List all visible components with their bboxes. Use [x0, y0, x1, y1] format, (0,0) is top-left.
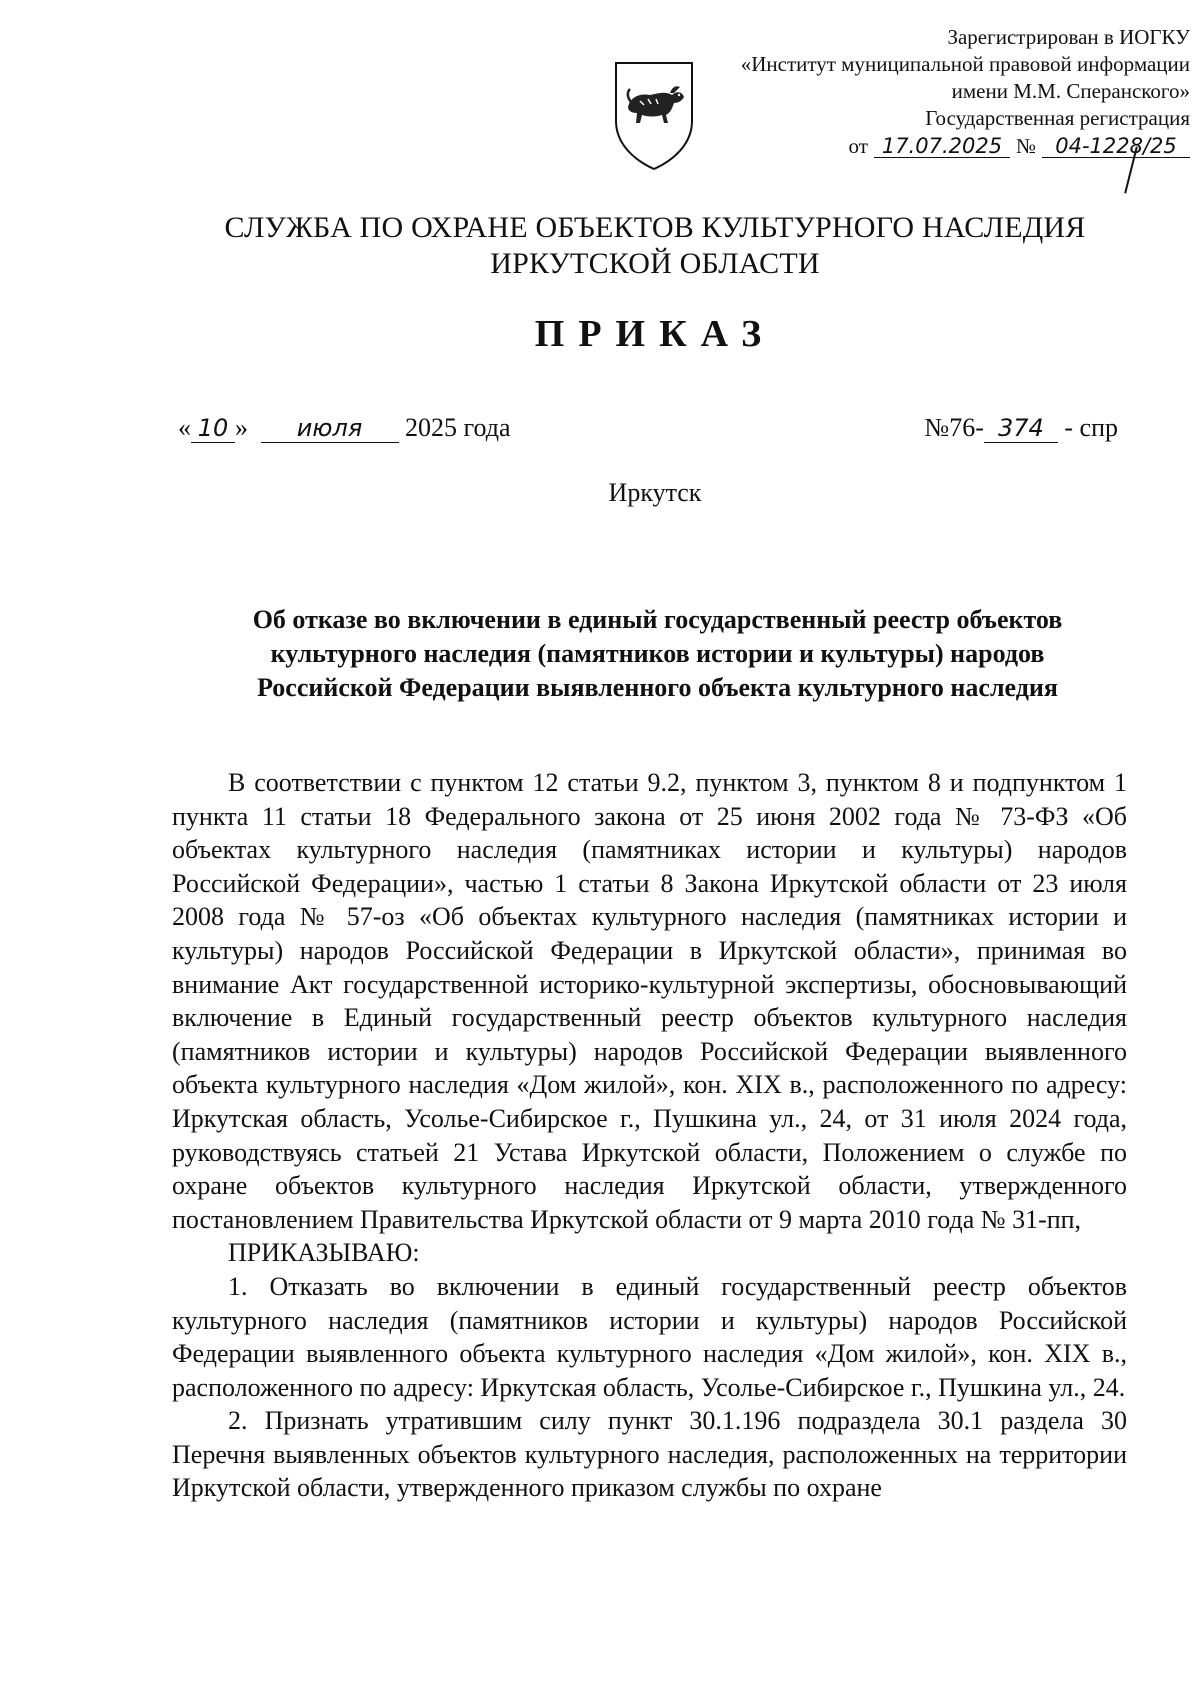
- registration-number-line: [670, 133, 1190, 160]
- order-number-prefix: №76-: [924, 413, 984, 442]
- date-close-quote: »: [235, 413, 248, 442]
- date-open-quote: «: [178, 413, 191, 442]
- registration-line-2: «Институт муниципальной правовой информации: [740, 52, 1190, 76]
- order-number-suffix: - спр: [1064, 413, 1118, 442]
- date-day: 10: [191, 414, 235, 443]
- date-year: 2025 года: [405, 413, 511, 442]
- city-name: Иркутск: [608, 478, 702, 507]
- registration-number-value: 04-1228/25: [1042, 135, 1190, 158]
- subject-line-2: культурного наследия (памятников истории и культуры) народов: [270, 639, 1045, 668]
- agency-line-1: СЛУЖБА ПО ОХРАНЕ ОБЪЕКТОВ КУЛЬТУРНОГО НАСЛЕДИЯ: [224, 211, 1086, 244]
- registration-line-4: Государственная регистрация: [925, 106, 1190, 130]
- registration-date-prefix: от: [848, 134, 868, 158]
- subject-line-3: Российской Федерации выявленного объекта культурного наследия: [257, 673, 1058, 702]
- order-item-2: 2. Признать утратившим силу пункт 30.1.196 подраздела 30.1 раздела 30 Перечня выявленных объектов культурного наследия, расположенных на территории Иркутской области, утвержденного приказом службы по охране: [172, 1406, 1127, 1503]
- registration-stamp: [670, 24, 1190, 160]
- command-line: ПРИКАЗЫВАЮ:: [228, 1238, 420, 1268]
- order-item-1: 1. Отказать во включении в единый государственный реестр объектов культурного наследия (памятников истории и культуры) народов Российской Федерации выявленного объекта культурного наследия «Дом жилой», кон. XIX в., расположенного по адресу: Иркутская область, Усолье-Сибирское г., Пушкина ул., 24.: [172, 1271, 1127, 1402]
- registration-number-prefix: №: [1015, 134, 1036, 158]
- agency-line-2: ИРКУТСКОЙ ОБЛАСТИ: [490, 247, 820, 280]
- registration-line-3: имени М.М. Сперанского»: [951, 79, 1190, 103]
- document-type-title: ПРИКАЗ: [534, 313, 776, 355]
- order-subject: [190, 603, 1125, 705]
- order-number: [924, 413, 1118, 443]
- subject-line-1: Об отказе во включении в единый государственный реестр объектов: [252, 605, 1063, 634]
- order-body: [172, 766, 1127, 1505]
- preamble-paragraph: В соответствии с пунктом 12 статьи 9.2, пунктом 3, пунктом 8 и подпунктом 1 пункта 11 статьи 18 Федерального закона от 25 июня 2002 года № 73-ФЗ «Об объектах культурного наследия (памятниках истории и культуры) народов Российской Федерации», частью 1 статьи 8 Закона Иркутской области от 23 июля 2008 года № 57-оз «Об объектах культурного наследия (памятниках истории и культуры) народов Российской Федерации в Иркутской области», принимая во внимание Акт государственной историко-культурной экспертизы, обосновывающий включение в Единый государственный реестр объектов культурного наследия (памятников истории и культуры) народов Российской Федерации выявленного объекта культурного наследия «Дом жилой», кон. XIX в., расположенного по адресу: Иркутская область, Усолье-Сибирское г., Пушкина ул., 24, от 31 июля 2024 года, руководствуясь статьей 21 Устава Иркутской области, Положением о службе по охране объектов культурного наследия Иркутской области, утвержденного постановлением Правительства Иркутской области от 9 марта 2010 года № 31-пп,: [172, 768, 1127, 1234]
- order-number-value: 374: [984, 414, 1058, 443]
- agency-heading: [0, 210, 1200, 282]
- date-month: июля: [261, 414, 399, 443]
- registration-date-value: 17.07.2025: [874, 135, 1010, 158]
- order-date: [178, 413, 511, 443]
- registration-line-1: Зарегистрирован в ИОГКУ: [947, 25, 1190, 49]
